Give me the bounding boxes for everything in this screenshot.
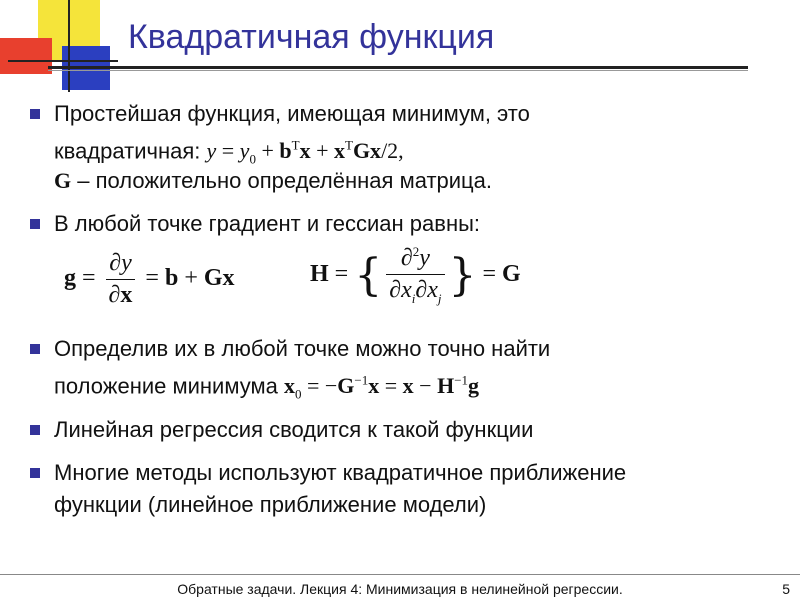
- bullet-1-line-3: G – положительно определённая матрица.: [54, 168, 492, 193]
- page-number: 5: [782, 581, 790, 597]
- quadratic-formula: $y = y_0 + b^Tx + x^TGx/2$,: [206, 138, 404, 167]
- title-rule-thin: [48, 70, 748, 71]
- bullet-2-line-1: В любой точке градиент и гессиан равны:: [54, 211, 481, 236]
- bullet-marker: [30, 425, 40, 435]
- bullet-marker: [30, 468, 40, 478]
- bullet-1-line-1: Простейшая функция, имеющая минимум, это: [54, 101, 530, 126]
- deco-red-square: [0, 38, 52, 74]
- hessian-fraction: $\frac{\partial^2y}{\partial x_i\partial x_j}$: [386, 244, 444, 307]
- bullet-3-line-1: Определив их в любой точке можно точно найти: [54, 336, 551, 361]
- title-rule: [48, 66, 748, 69]
- footer-rule: [0, 574, 800, 575]
- gradient-fraction: $\frac{\partial y}{\partial x}$: [106, 250, 136, 309]
- bullet-1-prefix: квадратичная:: [54, 138, 207, 164]
- deco-vertical-line: [68, 0, 70, 92]
- bullet-marker: [30, 219, 40, 229]
- slide-title: Квадратичная функция: [128, 18, 495, 56]
- gradient-equation: g = $\frac{\partial y}{\partial x}$ = b + Gx: [64, 250, 235, 308]
- bullet-marker: [30, 344, 40, 354]
- hessian-equation: H = { $\frac{\partial^2y}{\partial x_i\partial x_j}$ } = G: [310, 244, 521, 306]
- slide-footer: Обратные задачи. Лекция 4: Минимизация в нелинейной регрессии.: [177, 581, 623, 597]
- bullet-5-line-2: функции (линейное приближение модели): [54, 492, 487, 517]
- deco-horizontal-line: [8, 60, 118, 62]
- bullet-4-line-1: Линейная регрессия сводится к такой функции: [54, 417, 534, 442]
- bullet-3-line-2: положение минимума $x_0 = -G^{-1}x = x - H^{-1}g$: [54, 373, 480, 402]
- minimum-formula: $x_0 = -G^{-1}x = x - H^{-1}g$: [283, 373, 480, 402]
- bullet-marker: [30, 109, 40, 119]
- bullet-5-line-1: Многие методы используют квадратичное приближение: [54, 460, 627, 485]
